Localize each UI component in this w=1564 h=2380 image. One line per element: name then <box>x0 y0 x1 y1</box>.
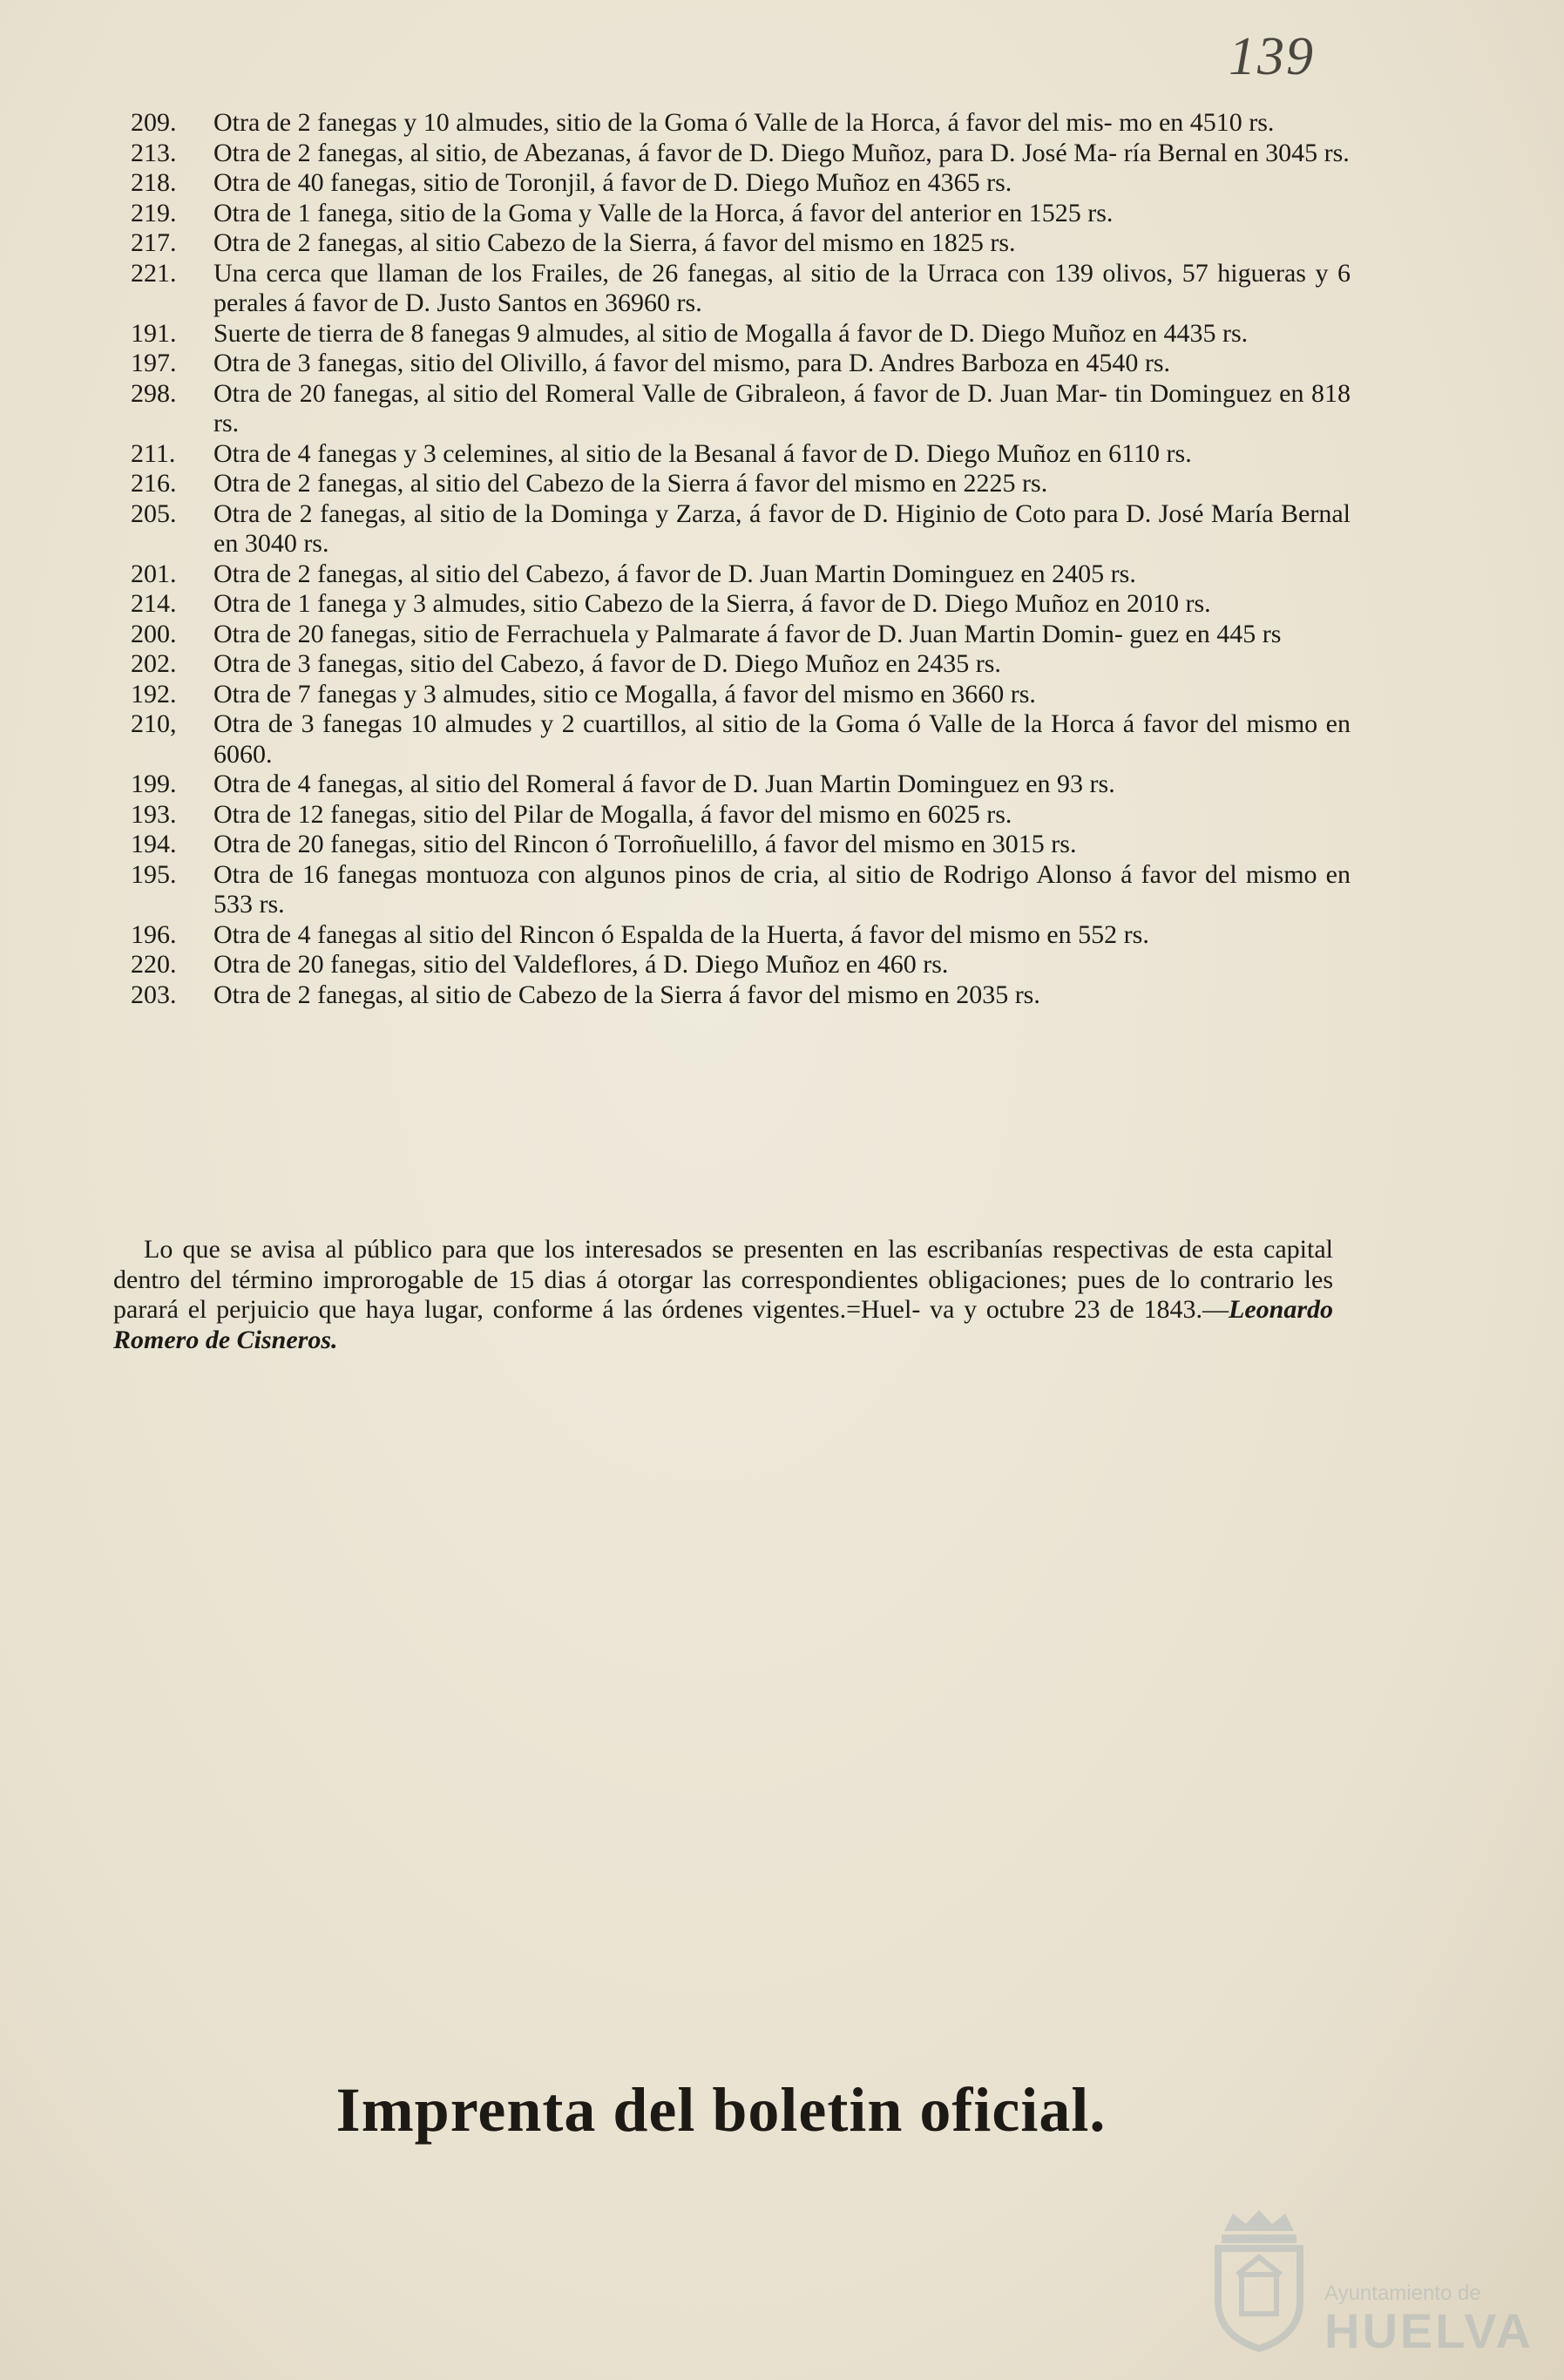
entry-number: 221. <box>131 258 177 288</box>
entry-text: Otra de 2 fanegas, al sitio del Cabezo de la Sierra á favor del mismo en 2225 rs. <box>213 469 1048 498</box>
list-item <box>131 950 1351 980</box>
list-item <box>131 168 1351 199</box>
entry-text: Otra de 2 fanegas, al sitio, de Abezanas, á favor de D. Diego Muñoz, para D. José Ma- ría Bernal en 3045 rs. <box>213 138 1350 167</box>
entry-number: 197. <box>131 349 177 377</box>
entry-text: Otra de 16 fanegas montuoza con algunos pinos de cria, al sitio de Rodrigo Alonso á favor del mismo en 533 rs. <box>213 859 1351 919</box>
entry-text: Otra de 2 fanegas, al sitio del Cabezo, á favor de D. Juan Martin Dominguez en 2405 rs. <box>213 559 1136 588</box>
entry-number: 216. <box>131 469 177 498</box>
list-item <box>131 620 1351 650</box>
list-item <box>131 709 1351 770</box>
list-item <box>131 589 1351 620</box>
entry-text: Otra de 3 fanegas, sitio del Cabezo, á favor de D. Diego Muñoz en 2435 rs. <box>213 649 1001 678</box>
entry-list <box>131 108 1351 1010</box>
entry-number: 196. <box>131 919 177 949</box>
list-item <box>131 830 1351 860</box>
list-item <box>131 319 1351 349</box>
entry-text: Una cerca que llaman de los Frailes, de 26 fanegas, al sitio de la Urraca con 139 olivos, 57 higueras y 6 perales á favor de D. Justo Santos en 36960 rs. <box>213 258 1351 317</box>
entry-text: Otra de 4 fanegas al sitio del Rincon ó Espalda de la Huerta, á favor del mismo en 552 rs. <box>213 919 1149 949</box>
entry-text: Otra de 3 fanegas, sitio del Olivillo, á favor del mismo, para D. Andres Barboza en 4540 rs. <box>213 349 1171 377</box>
entry-text: Otra de 7 fanegas y 3 almudes, sitio ce Mogalla, á favor del mismo en 3660 rs. <box>213 679 1036 709</box>
entry-text: Otra de 3 fanegas 10 almudes y 2 cuartillos, al sitio de la Goma ó Valle de la Horca á favor del mismo en 6060. <box>213 709 1351 769</box>
list-item <box>131 680 1351 710</box>
entry-text: Otra de 20 fanegas, sitio del Rincon ó Torroñuelillo, á favor del mismo en 3015 rs. <box>213 830 1077 858</box>
watermark-top-text: Ayuntamiento de <box>1324 2282 1481 2305</box>
list-item <box>131 139 1351 169</box>
entry-text: Otra de 4 fanegas, al sitio del Romeral á favor de D. Juan Martin Dominguez en 93 rs. <box>213 770 1115 798</box>
entry-text: Otra de 4 fanegas y 3 celemines, al sitio de la Besanal á favor de D. Diego Muñoz en 6110 rs. <box>213 438 1192 468</box>
entry-number: 203. <box>131 980 177 1009</box>
list-item <box>131 920 1351 951</box>
entry-number: 211. <box>131 438 176 468</box>
page-number: 139 <box>1229 27 1315 86</box>
entry-text: Otra de 2 fanegas, al sitio de Cabezo de la Sierra á favor del mismo en 2035 rs. <box>213 980 1040 1009</box>
entry-number: 199. <box>131 770 177 798</box>
entry-text: Otra de 20 fanegas, sitio del Valdeflores, á D. Diego Muñoz en 460 rs. <box>213 950 949 979</box>
closing-text: Lo que se avisa al público para que los interesados se presenten en las escribanías respectivas de esta capital dentro del término improrogable de 15 dias á otorgar las correspondientes obligaciones; pues de lo contrario les parará el perjuicio que haya lugar, conforme á las órdenes vigentes.=Huel- va y octubre 23 de 1843.— <box>113 1235 1333 1324</box>
entry-text: Otra de 2 fanegas, al sitio Cabezo de la Sierra, á favor del mismo en 1825 rs. <box>213 228 1016 257</box>
entry-number: 194. <box>131 830 177 858</box>
entry-number: 202. <box>131 649 177 678</box>
list-item <box>131 469 1351 499</box>
closing-paragraph <box>113 1235 1333 1355</box>
entry-text: Otra de 2 fanegas, al sitio de la Dominga y Zarza, á favor de D. Higinio de Coto para D. José María Bernal en 3040 rs. <box>213 498 1351 558</box>
list-item <box>131 228 1351 259</box>
entry-text: Otra de 1 fanega, sitio de la Goma y Valle de la Horca, á favor del anterior en 1525 rs. <box>213 198 1114 227</box>
entry-number: 213. <box>131 138 177 167</box>
imprint-line: Imprenta del boletin oficial. <box>335 2075 1107 2145</box>
entry-text: Otra de 12 fanegas, sitio del Pilar de Mogalla, á favor del mismo en 6025 rs. <box>213 799 1012 829</box>
entry-number: 219. <box>131 198 177 227</box>
entry-text: Suerte de tierra de 8 fanegas 9 almudes, al sitio de Mogalla á favor de D. Diego Muñoz en 4435 rs. <box>213 318 1249 348</box>
list-item <box>131 559 1351 590</box>
list-item <box>131 349 1351 379</box>
entry-number: 220. <box>131 950 177 979</box>
entry-text: Otra de 20 fanegas, sitio de Ferrachuela y Palmarate á favor de D. Juan Martin Domin- guez en 445 rs <box>213 619 1282 648</box>
list-item <box>131 379 1351 439</box>
list-item <box>131 199 1351 229</box>
watermark-name: HUELVA <box>1324 2303 1534 2358</box>
entry-number: 192. <box>131 679 177 709</box>
list-item <box>131 439 1351 470</box>
entry-number: 201. <box>131 559 177 588</box>
entry-number: 205. <box>131 498 177 528</box>
entry-number: 217. <box>131 228 177 257</box>
list-item <box>131 800 1351 831</box>
list-item <box>131 499 1351 559</box>
list-item <box>131 649 1351 680</box>
entry-number: 209. <box>131 108 177 137</box>
signature: Leonardo Romero de Cisneros. <box>113 1295 1333 1354</box>
entry-number: 210, <box>131 709 177 738</box>
list-item <box>131 108 1351 139</box>
list-item <box>131 770 1351 800</box>
archive-watermark <box>1202 2205 1534 2358</box>
entry-number: 195. <box>131 859 177 889</box>
entry-number: 200. <box>131 619 177 648</box>
entry-text: Otra de 20 fanegas, al sitio del Romeral Valle de Gibraleon, á favor de D. Juan Mar- tin Dominguez en 818 rs. <box>213 378 1351 437</box>
entry-number: 298. <box>131 378 177 408</box>
city-coat-of-arms-icon <box>1202 2205 1316 2353</box>
entry-number: 193. <box>131 799 177 829</box>
entry-text: Otra de 2 fanegas y 10 almudes, sitio de la Goma ó Valle de la Horca, á favor del mis- mo en 4510 rs. <box>213 108 1275 137</box>
entry-number: 214. <box>131 589 177 618</box>
entry-text: Otra de 40 fanegas, sitio de Toronjil, á favor de D. Diego Muñoz en 4365 rs. <box>213 168 1012 197</box>
list-item <box>131 860 1351 920</box>
entry-text: Otra de 1 fanega y 3 almudes, sitio Cabezo de la Sierra, á favor de D. Diego Muñoz en 2010 rs. <box>213 589 1211 618</box>
entry-number: 218. <box>131 168 177 197</box>
list-item <box>131 259 1351 319</box>
entry-number: 191. <box>131 318 177 348</box>
list-item <box>131 980 1351 1011</box>
